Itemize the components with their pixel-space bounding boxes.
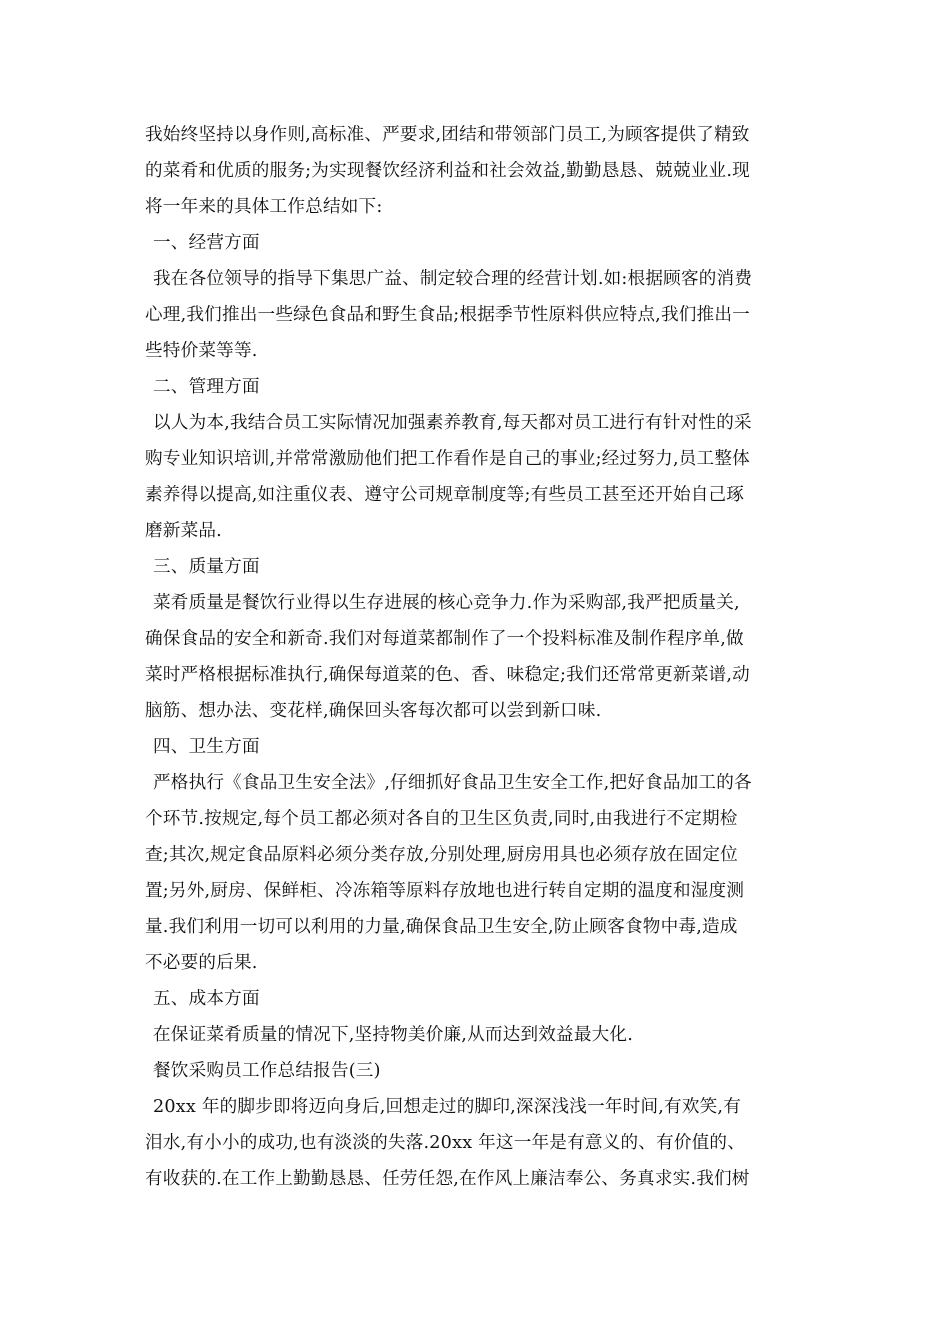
section-heading-hygiene: 四、卫生方面: [153, 737, 260, 757]
text-line: 确保食品的安全和新奇.我们对每道菜都制作了一个投料标准及制作程序单,做: [145, 629, 744, 649]
text-line: 脑筋、想办法、变花样,确保回头客每次都可以尝到新口味.: [145, 701, 602, 721]
section-heading-cost: 五、成本方面: [153, 989, 260, 1009]
text-line: 有收获的.在工作上勤勤恳恳、任劳任怨,在作风上廉洁奉公、务真求实.我们树: [145, 1169, 750, 1189]
section-heading-operations: 一、经营方面: [153, 233, 260, 253]
text-line: 我始终坚持以身作则,高标准、严要求,团结和带领部门员工,为顾客提供了精致: [145, 125, 750, 145]
text-line: 心理,我们推出一些绿色食品和野生食品;根据季节性原料供应特点,我们推出一: [145, 305, 750, 325]
text-line: 的菜肴和优质的服务;为实现餐饮经济利益和社会效益,勤勤恳恳、兢兢业业.现: [145, 161, 750, 181]
text-line: 磨新菜品.: [145, 521, 222, 541]
text-line: 置;另外,厨房、保鲜柜、冷冻箱等原料存放地也进行转自定期的温度和湿度测: [145, 881, 745, 901]
text-line: 查;其次,规定食品原料必须分类存放,分别处理,厨房用具也必须存放在固定位: [145, 845, 738, 865]
text-line: 些特价菜等等.: [145, 341, 258, 361]
text-line: 20xx 年的脚步即将迈向身后,回想走过的脚印,深深浅浅一年时间,有欢笑,有: [153, 1097, 742, 1117]
text-line: 在保证菜肴质量的情况下,坚持物美价廉,从而达到效益最大化.: [153, 1025, 634, 1045]
section-heading-management: 二、管理方面: [153, 377, 260, 397]
text-line: 严格执行《食品卫生安全法》,仔细抓好食品卫生安全工作,把好食品加工的各: [153, 773, 752, 793]
text-line: 量.我们利用一切可以利用的力量,确保食品卫生安全,防止顾客食物中毒,造成: [145, 917, 738, 937]
text-line: 以人为本,我结合员工实际情况加强素养教育,每天都对员工进行有针对性的采: [153, 413, 752, 433]
report-title: 餐饮采购员工作总结报告(三): [153, 1061, 381, 1081]
text-line: 素养得以提高,如注重仪表、遵守公司规章制度等;有些员工甚至还开始自己琢: [145, 485, 745, 505]
text-line: 菜肴质量是餐饮行业得以生存进展的核心竞争力.作为采购部,我严把质量关,: [153, 593, 740, 613]
document-body: [145, 117, 810, 1197]
text-line: 个环节.按规定,每个员工都必须对各自的卫生区负责,同时,由我进行不定期检: [145, 809, 738, 829]
text-line: 不必要的后果.: [145, 953, 258, 973]
text-line: 购专业知识培训,并常常激励他们把工作看作是自己的事业;经过努力,员工整体: [145, 449, 750, 469]
section-heading-quality: 三、质量方面: [153, 557, 260, 577]
text-line: 菜时严格根据标准执行,确保每道菜的色、香、味稳定;我们还常常更新菜谱,动: [145, 665, 750, 685]
text-line: 我在各位领导的指导下集思广益、制定较合理的经营计划.如:根据顾客的消费: [153, 269, 753, 289]
text-line: 将一年来的具体工作总结如下:: [145, 197, 383, 217]
text-line: 泪水,有小小的成功,也有淡淡的失落.20xx 年这一年是有意义的、有价值的、: [145, 1133, 746, 1153]
